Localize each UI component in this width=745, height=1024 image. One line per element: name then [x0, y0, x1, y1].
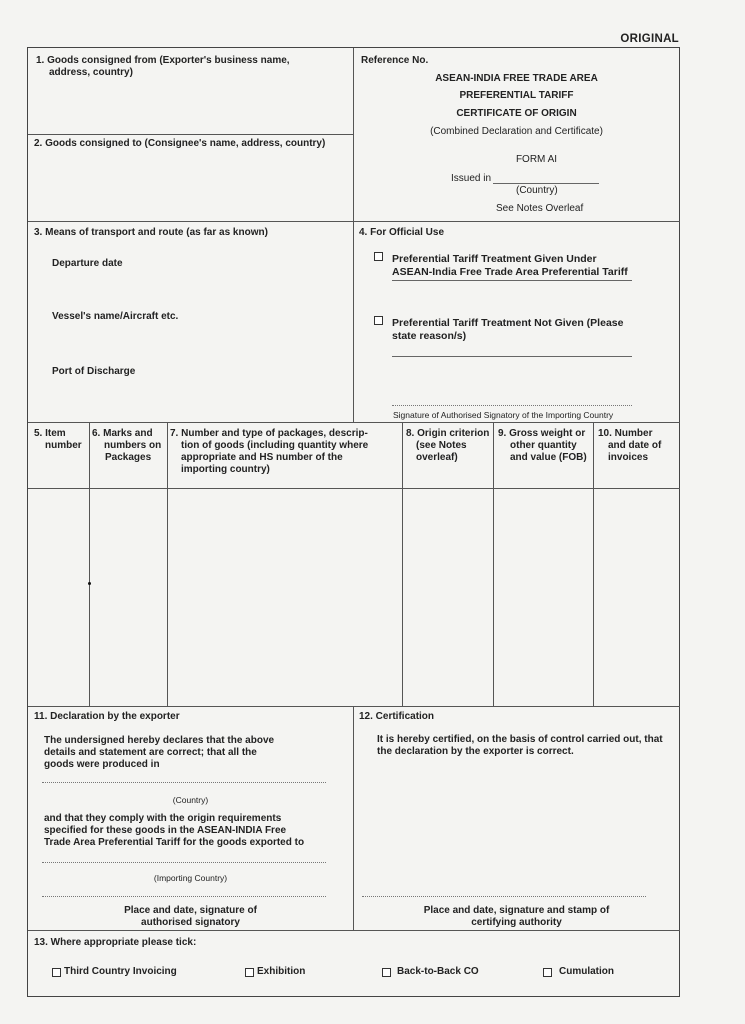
- box1-label: 1. Goods consigned from (Exporter's business name,: [36, 55, 290, 66]
- authority-place-date-line2: certifying authority: [471, 917, 562, 928]
- see-notes-overleaf: See Notes Overleaf: [496, 203, 584, 214]
- treatment-given-checkbox[interactable]: [374, 252, 383, 261]
- declaration-line2: details and statement are correct; that all the: [44, 747, 257, 758]
- box2-label: 2. Goods consigned to (Consignee's name, address, country): [34, 138, 326, 149]
- exhibition-label: Exhibition: [257, 966, 306, 977]
- box11-label: 11. Declaration by the exporter: [34, 711, 180, 722]
- issued-country-caption: (Country): [516, 185, 558, 196]
- issued-in-line: [493, 183, 599, 184]
- treatment-not-given-line2: state reason/s): [392, 330, 467, 342]
- port-of-discharge-label: Port of Discharge: [52, 366, 136, 377]
- issued-in-label: Issued in: [451, 173, 492, 184]
- col-divider-8: [493, 422, 494, 706]
- col7-header-line1: 7. Number and type of packages, descrip-: [170, 428, 368, 439]
- treatment-given-line: [392, 280, 632, 281]
- declaration-line3: goods were produced in: [44, 759, 160, 770]
- col6-header-line3: Packages: [105, 452, 152, 463]
- third-country-invoicing-checkbox[interactable]: [52, 968, 61, 977]
- country-produced-line: [42, 782, 326, 783]
- certification-line2: the declaration by the exporter is correct.: [377, 746, 574, 757]
- original-copy-label: ORIGINAL: [620, 33, 679, 45]
- departure-date-label: Departure date: [52, 258, 123, 269]
- col9-header-line3: and value (FOB): [510, 452, 587, 463]
- col7-header-line3: appropriate and HS number of the: [181, 452, 343, 463]
- form-title-line3: CERTIFICATE OF ORIGIN: [456, 108, 577, 119]
- col6-header-line1: 6. Marks and: [92, 428, 153, 439]
- col10-header-line2: and date of: [608, 440, 662, 451]
- divider-columns-box11: [28, 706, 680, 707]
- treatment-not-given-line1: Preferential Tariff Treatment Not Given (Please: [392, 317, 624, 329]
- col5-header-line1: 5. Item: [34, 428, 66, 439]
- stray-mark: [88, 582, 91, 585]
- compliance-line3: Trade Area Preferential Tariff for the goods exported to: [44, 837, 305, 848]
- box1-label-line2: address, country): [49, 67, 133, 78]
- col-divider-9: [593, 422, 594, 706]
- treatment-not-given-checkbox[interactable]: [374, 316, 383, 325]
- box13-label: 13. Where appropriate please tick:: [34, 937, 197, 948]
- cumulation-checkbox[interactable]: [543, 968, 552, 977]
- exhibition-checkbox[interactable]: [245, 968, 254, 977]
- divider-box11-box13: [28, 930, 680, 931]
- col8-header-line1: 8. Origin criterion: [406, 428, 490, 439]
- importing-signature-caption: Signature of Authorised Signatory of the Importing Country: [393, 410, 614, 420]
- divider-box3-columns: [28, 422, 680, 423]
- importing-country-line: [42, 862, 326, 863]
- divider-box11-box12: [353, 706, 354, 930]
- divider-box1-box2: [28, 134, 353, 135]
- exporter-place-date-line2: authorised signatory: [141, 917, 240, 928]
- third-country-invoicing-label: Third Country Invoicing: [64, 966, 177, 977]
- col-divider-6: [167, 422, 168, 706]
- exporter-signature-line: [42, 896, 326, 897]
- treatment-given-line1: Preferential Tariff Treatment Given Under: [392, 253, 597, 265]
- col6-header-line2: numbers on: [104, 440, 162, 451]
- col-divider-7: [402, 422, 403, 706]
- form-name: FORM AI: [515, 154, 558, 165]
- declaration-line1: The undersigned hereby declares that the above: [44, 735, 275, 746]
- col7-header-line4: importing country): [181, 464, 270, 475]
- col9-header-line2: other quantity: [510, 440, 577, 451]
- box3-label: 3. Means of transport and route (as far as known): [34, 227, 268, 238]
- form-title-line2: PREFERENTIAL TARIFF: [459, 90, 574, 101]
- compliance-line1: and that they comply with the origin requirements: [44, 813, 282, 824]
- reason-line: [392, 356, 632, 357]
- box12-label: 12. Certification: [359, 711, 435, 722]
- form-title-line1: ASEAN-INDIA FREE TRADE AREA: [435, 73, 598, 84]
- cumulation-label: Cumulation: [559, 966, 614, 977]
- col8-header-line3: overleaf): [416, 452, 458, 463]
- importing-country-caption: (Importing Country): [153, 873, 228, 883]
- divider-column-headers: [28, 488, 680, 489]
- col8-header-line2: (see Notes: [416, 440, 467, 451]
- importing-signature-line: [392, 405, 632, 406]
- vessel-name-label: Vessel's name/Aircraft etc.: [52, 311, 179, 322]
- col10-header-line1: 10. Number: [598, 428, 653, 439]
- divider-box2-box3: [28, 221, 680, 222]
- compliance-line2: specified for these goods in the ASEAN-INDIA Free: [44, 825, 287, 836]
- reference-label: Reference No.: [361, 55, 429, 66]
- col9-header-line1: 9. Gross weight or: [498, 428, 586, 439]
- back-to-back-co-label: Back-to-Back CO: [397, 966, 479, 977]
- certification-line1: It is hereby certified, on the basis of control carried out, that: [377, 734, 663, 745]
- certificate-form: [27, 47, 680, 997]
- col5-header-line2: number: [45, 440, 82, 451]
- back-to-back-co-checkbox[interactable]: [382, 968, 391, 977]
- divider-left-right-top: [353, 48, 354, 422]
- col10-header-line3: invoices: [608, 452, 649, 463]
- box4-label: 4. For Official Use: [359, 227, 445, 238]
- form-subtitle: (Combined Declaration and Certificate): [430, 126, 603, 137]
- authority-place-date-line1: Place and date, signature and stamp of: [423, 905, 610, 916]
- col7-header-line2: tion of goods (including quantity where: [181, 440, 369, 451]
- col-divider-5: [89, 422, 90, 706]
- country-caption: (Country): [172, 795, 209, 805]
- treatment-given-line2: ASEAN-India Free Trade Area Preferential Tariff: [392, 266, 628, 278]
- exporter-place-date-line1: Place and date, signature of: [124, 905, 257, 916]
- authority-signature-line: [362, 896, 646, 897]
